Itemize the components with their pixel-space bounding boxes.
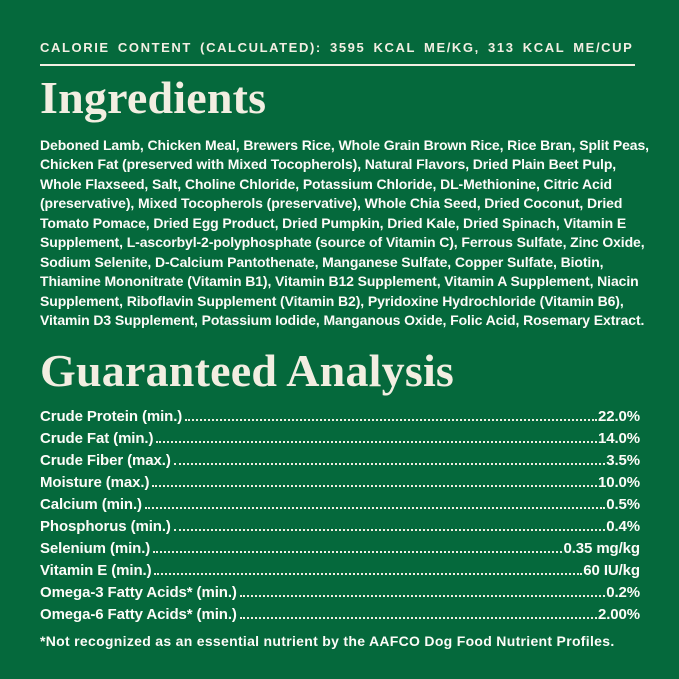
analysis-row-value: 0.35 mg/kg <box>563 539 640 557</box>
analysis-row <box>40 513 640 535</box>
calorie-content-line: CALORIE CONTENT (CALCULATED): 3595 KCAL ME/KG, 313 KCAL ME/CUP <box>40 40 634 55</box>
ingredients-text: Deboned Lamb, Chicken Meal, Brewers Rice, Whole Grain Brown Rice, Rice Bran, Split Peas, Chicken Fat (preserved with Mixed Tocopherols), Natural Flavors, Dried Plain Beet Pulp, Whole Flaxseed, Salt, Choline Chloride, Potassium Chloride, DL-Methionine, Citric Acid (preservative), Mixed Tocopherols (preservative), Whole Chia Seed, Dried Coconut, Dried Tomato Pomace, Dried Egg Product, Dried Pumpkin, Dried Kale, Dried Spinach, Vitamin E Supplement, L-ascorbyl-2-polyphosphate (source of Vitamin C), Ferrous Sulfate, Zinc Oxide, Sodium Selenite, D-Calcium Pantothenate, Manganese Sulfate, Copper Sulfate, Biotin, Thiamine Mononitrate (Vitamin B1), Vitamin B12 Supplement, Vitamin A Supplement, Niacin Supplement, Riboflavin Supplement (Vitamin B2), Pyridoxine Hydrochloride (Vitamin B6), Vitamin D3 Supplement, Potassium Iodide, Manganous Oxide, Folic Acid, Rosemary Extract. <box>40 136 649 329</box>
analysis-row-label: Calcium (min.) <box>40 495 142 513</box>
analysis-row <box>40 425 640 447</box>
analysis-row-label: Crude Protein (min.) <box>40 407 183 425</box>
ingredients-title: Ingredients <box>40 72 267 123</box>
analysis-row-value: 0.2% <box>606 583 640 601</box>
leader-dots <box>154 573 582 575</box>
analysis-row-value: 14.0% <box>597 429 640 447</box>
analysis-row-value: 0.5% <box>606 495 640 513</box>
leader-dots <box>153 551 562 553</box>
analysis-row-label: Moisture (max.) <box>40 473 150 491</box>
analysis-row <box>40 557 640 579</box>
leader-dots <box>152 485 597 487</box>
guaranteed-analysis-title: Guaranteed Analysis <box>40 344 455 396</box>
leader-dots <box>145 507 605 509</box>
analysis-row <box>40 601 640 623</box>
analysis-row-value: 2.00% <box>597 605 640 623</box>
analysis-row-label: Vitamin E (min.) <box>40 561 152 579</box>
analysis-row-label: Selenium (min.) <box>40 539 151 557</box>
analysis-row <box>40 469 640 491</box>
leader-dots <box>174 529 605 531</box>
analysis-row-value: 60 IU/kg <box>583 561 640 579</box>
leader-dots <box>240 595 605 597</box>
analysis-row-value: 0.4% <box>606 517 640 535</box>
analysis-table <box>40 403 640 623</box>
analysis-row-value: 3.5% <box>606 451 640 469</box>
aafco-footnote: *Not recognized as an essential nutrient by the AAFCO Dog Food Nutrient Profiles. <box>40 632 615 649</box>
analysis-row <box>40 403 640 425</box>
leader-dots <box>240 617 597 619</box>
analysis-row-label: Omega-3 Fatty Acids* (min.) <box>40 583 237 601</box>
leader-dots <box>174 463 605 465</box>
analysis-row-label: Crude Fat (min.) <box>40 429 154 447</box>
analysis-row <box>40 579 640 601</box>
analysis-row-value: 10.0% <box>597 473 640 491</box>
analysis-row-value: 22.0% <box>597 407 640 425</box>
leader-dots <box>156 441 597 443</box>
analysis-row-label: Phosphorus (min.) <box>40 517 171 535</box>
analysis-row <box>40 535 640 557</box>
leader-dots <box>185 419 597 421</box>
analysis-row-label: Crude Fiber (max.) <box>40 451 171 469</box>
divider-rule <box>40 64 635 66</box>
analysis-row <box>40 447 640 469</box>
analysis-row <box>40 491 640 513</box>
analysis-row-label: Omega-6 Fatty Acids* (min.) <box>40 605 237 623</box>
